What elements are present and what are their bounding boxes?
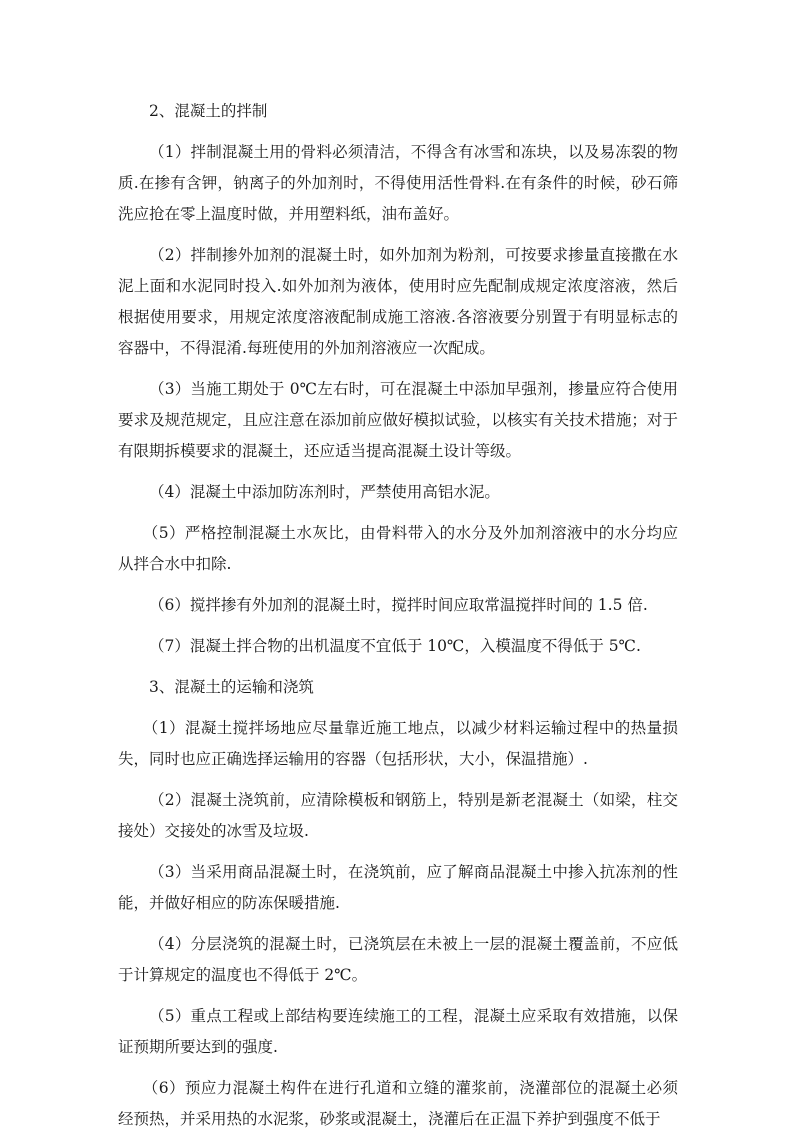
paragraph-transport-4: （4）分层浇筑的混凝土时，已浇筑层在未被上一层的混凝土覆盖前，不应低于计算规定的温度也不得低于 2℃。 bbox=[118, 935, 678, 984]
paragraph-mixing-1: （1）拌制混凝土用的骨料必须清洁，不得含有冰雪和冻块，以及易冻裂的物质.在掺有含钾，钠离子的外加剂时，不得使用活性骨料.在有条件的时候，砂石筛洗应抢在零上温度时做，并用塑料纸，油布盖好。 bbox=[118, 143, 678, 223]
paragraph-transport-6: （6）预应力混凝土构件在进行孔道和立缝的灌浆前，浇灌部位的混凝土必须经预热，并采用热的水泥浆，砂浆或混凝土，浇灌后在正温下养护到强度不低于 bbox=[118, 1079, 678, 1128]
paragraph-transport-3: （3）当采用商品混凝土时，在浇筑前，应了解商品混凝土中掺入抗冻剂的性能，并做好相应的防冻保暖措施. bbox=[118, 863, 678, 912]
paragraph-mixing-7: （7）混凝土拌合物的出机温度不宜低于 10℃，入模温度不得低于 5℃. bbox=[149, 637, 641, 655]
paragraph-transport-5: （5）重点工程或上部结构要连续施工的工程，混凝土应采取有效措施，以保证预期所要达到的强度. bbox=[118, 1007, 678, 1056]
document-body bbox=[118, 96, 678, 1145]
paragraph-mixing-3: （3）当施工期处于 0℃左右时，可在混凝土中添加早强剂，掺量应符合使用要求及规范规定，且应注意在添加前应做好模拟试验，以核实有关技术措施；对于有限期拆模要求的混凝土，还应适当提高混凝土设计等级。 bbox=[118, 380, 678, 460]
paragraph-mixing-2: （2）拌制掺外加剂的混凝土时，如外加剂为粉剂，可按要求掺量直接撒在水泥上面和水泥同时投入.如外加剂为液体，使用时应先配制成规定浓度溶液，然后根据使用要求，用规定浓度溶液配制成施工溶液.各溶液要分别置于有明显标志的容器中，不得混淆.每班使用的外加剂溶液应一次配成。 bbox=[118, 246, 678, 357]
paragraph-transport-1: （1）混凝土搅拌场地应尽量靠近施工地点，以减少材料运输过程中的热量损失，同时也应正确选择运输用的容器（包括形状，大小，保温措施）. bbox=[118, 719, 678, 768]
paragraph-mixing-6: （6）搅拌掺有外加剂的混凝土时，搅拌时间应取常温搅拌时间的 1.5 倍. bbox=[149, 596, 648, 614]
section-heading-transport: 3、混凝土的运输和浇筑 bbox=[149, 678, 314, 696]
section-heading-mixing: 2、混凝土的拌制 bbox=[149, 102, 268, 120]
paragraph-mixing-4: （4）混凝土中添加防冻剂时，严禁使用高铝水泥。 bbox=[149, 483, 500, 501]
paragraph-transport-2: （2）混凝土浇筑前，应清除模板和钢筋上，特别是新老混凝土（如梁，柱交接处）交接处的冰雪及垃圾. bbox=[118, 791, 678, 840]
paragraph-mixing-5: （5）严格控制混凝土水灰比，由骨料带入的水分及外加剂溶液中的水分均应从拌合水中扣除. bbox=[118, 524, 678, 573]
